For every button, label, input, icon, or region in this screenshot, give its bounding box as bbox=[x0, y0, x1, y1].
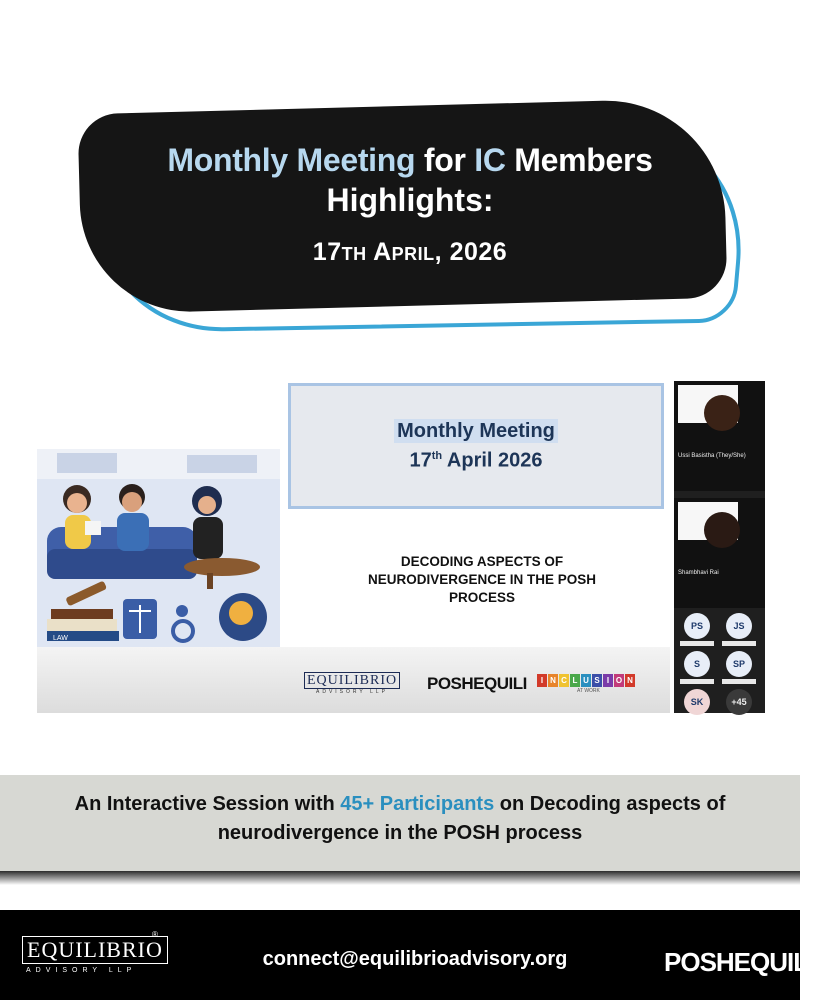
inclusion-logo: I N C L U S I O N bbox=[537, 674, 636, 687]
meeting-screenshot bbox=[37, 381, 765, 713]
participant-avatar-label bbox=[680, 679, 714, 684]
inclusion-logo-sub: AT WORK bbox=[577, 688, 600, 694]
participant-face bbox=[704, 512, 740, 548]
banner-date: 17th April, 2026 bbox=[312, 238, 508, 266]
participant-video-tile[interactable] bbox=[674, 498, 765, 608]
participant-avatar[interactable]: S bbox=[684, 651, 710, 677]
participant-avatar-label bbox=[680, 641, 714, 646]
banner-subtitle: Highlights: bbox=[326, 182, 494, 218]
participant-avatar[interactable]: PS bbox=[684, 613, 710, 639]
caption-shadow bbox=[0, 871, 800, 885]
slide-date: 17th April 2026 bbox=[409, 449, 543, 472]
law-book-label: LAW bbox=[53, 635, 68, 642]
video-participants-panel bbox=[674, 381, 765, 713]
participant-avatar[interactable]: SK bbox=[684, 689, 710, 715]
participant-avatar-label bbox=[722, 641, 756, 646]
banner-title: Monthly Meeting for IC Members bbox=[167, 142, 653, 178]
footer-equilibrio-logo: ® EQUILIBRIO ADVISORY LLP bbox=[22, 936, 162, 974]
participant-video-tile[interactable] bbox=[674, 381, 765, 491]
banner-text bbox=[80, 140, 740, 267]
slide-title: Monthly Meeting bbox=[394, 419, 558, 443]
participant-name: Shambhavi Rai bbox=[678, 570, 719, 576]
more-participants-count[interactable]: +45 bbox=[726, 689, 752, 715]
participant-name: Ussi Basistha (They/She) bbox=[678, 453, 746, 459]
session-caption: An Interactive Session with 45+ Participants on Decoding aspects of neurodivergence in the POSH process bbox=[74, 793, 726, 844]
equilibrio-logo: EQUILIBRIO ADVISORY LLP bbox=[304, 671, 400, 695]
participant-avatar[interactable]: SP bbox=[726, 651, 752, 677]
contact-email[interactable]: connect@equilibrioadvisory.org bbox=[262, 948, 568, 970]
footer-poshequili-logo: POSHEQUILI ® bbox=[664, 939, 826, 977]
poshequili-logo: POSHEQUILI bbox=[427, 674, 527, 693]
participant-face bbox=[704, 395, 740, 431]
participant-avatar[interactable]: JS bbox=[726, 613, 752, 639]
participant-avatar-label bbox=[722, 679, 756, 684]
slide-title-box bbox=[288, 383, 664, 509]
slide-topic: DECODING ASPECTS OF NEURODIVERGENCE IN THE POSH PROCESS bbox=[367, 554, 597, 605]
slide-logo-strip bbox=[37, 647, 670, 713]
neurodivergence-illustration bbox=[37, 449, 280, 647]
